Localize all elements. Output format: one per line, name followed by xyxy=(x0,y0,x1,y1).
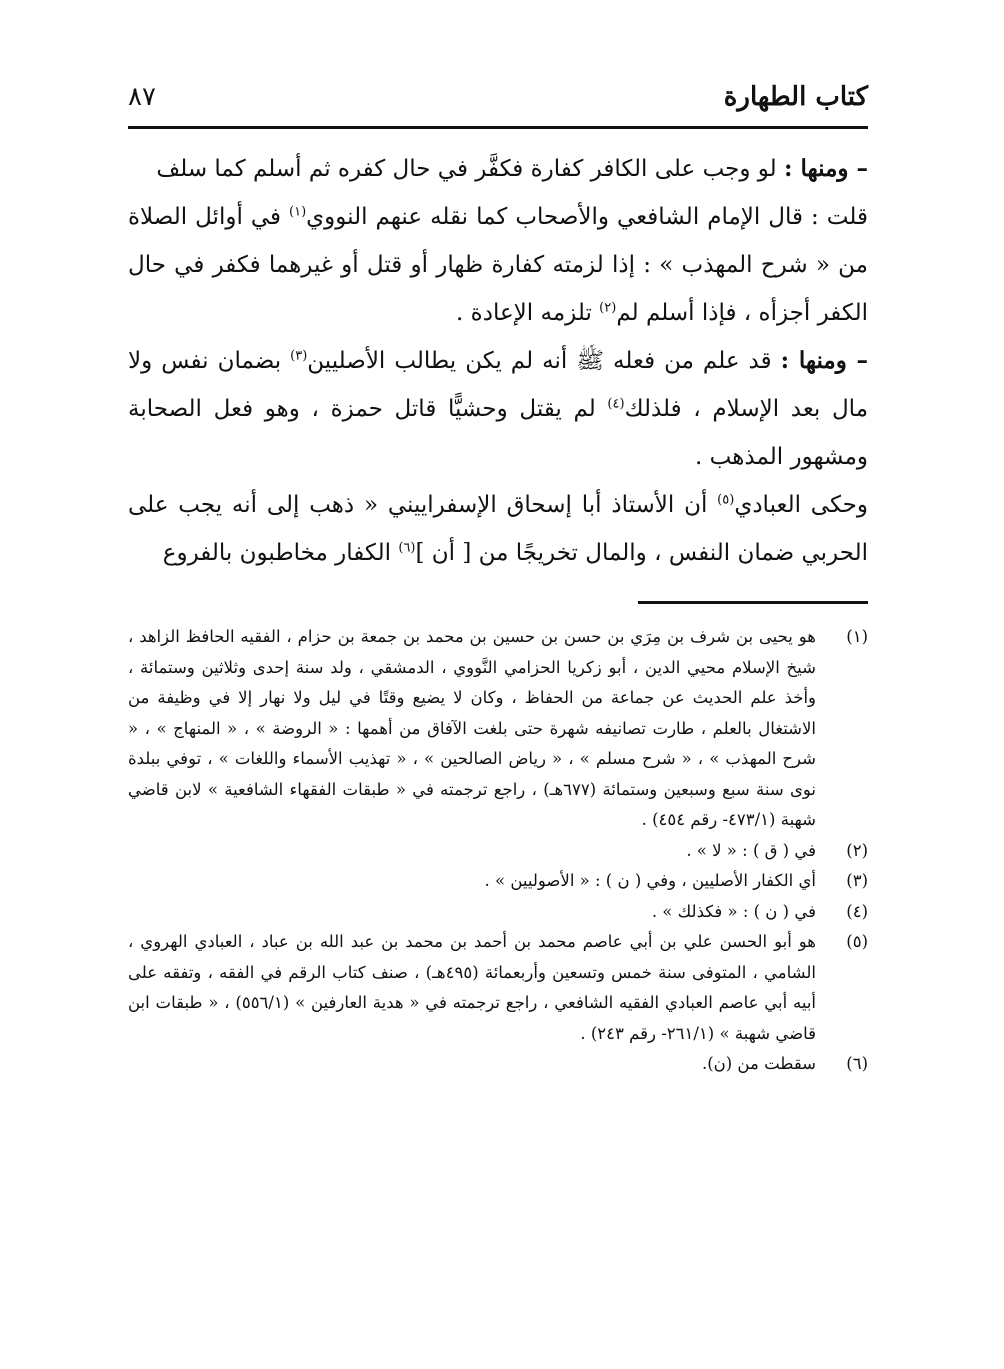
paragraph-3-text-2: بضمان نفس ولا مال بعد الإسلام ، فلذلك xyxy=(128,348,869,422)
page-number: ٨٧ xyxy=(128,82,156,112)
paragraph-4-text-3: الكفار مخاطبون بالفروع xyxy=(162,540,399,566)
paragraph-3 xyxy=(128,337,868,481)
footnote-2 xyxy=(128,836,868,867)
footnote-ref-5[interactable]: (٥) xyxy=(717,492,735,508)
paragraph-4-text-2: أن الأستاذ أبا إسحاق الإسفراييني « ذهب إلى أنه يجب على الحربي ضمان النفس ، والمال تخريجًا من [ أن ] xyxy=(128,492,868,566)
main-text xyxy=(128,145,868,577)
footnotes xyxy=(128,622,868,1080)
footnote-separator xyxy=(638,601,868,604)
chapter-title: كتاب الطهارة xyxy=(723,82,868,112)
footnote-number: (٣) xyxy=(846,871,868,890)
footnote-ref-4[interactable]: (٤) xyxy=(607,396,625,412)
paragraph-4-text: وحكى العبادي xyxy=(734,492,868,518)
footnote-text: أي الكفار الأصليين ، وفي ( ن ) : « الأصوليين » . xyxy=(484,871,816,890)
footnote-text: سقطت من (ن). xyxy=(701,1054,816,1073)
header-rule xyxy=(128,126,868,129)
footnote-5 xyxy=(128,927,868,1049)
book-page xyxy=(128,78,868,1080)
footnote-1 xyxy=(128,622,868,836)
footnote-number: (٢) xyxy=(846,840,868,860)
footnote-6 xyxy=(128,1049,868,1080)
footnote-text: هو أبو الحسن علي بن أبي عاصم محمد بن أحمد بن محمد بن عبد الله بن عباد ، العبادي الهروي ، الشامي ، المتوفى سنة خمس وتسعين وأربعمائة (٤٩٥هـ) ، صنف كتاب الرقم في الفقه ، وتفقه على أبيه أبي عاصم العبادي الفقيه الشافعي ، راجع ترجمته في « هدية العارفين » (٥٥٦/١) ، « طبقات ابن قاضي شهبة » (٢٦١/١- رقم ٢٤٣) . xyxy=(128,932,816,1043)
paragraph-2 xyxy=(128,193,868,337)
footnote-ref-1[interactable]: (١) xyxy=(289,204,307,220)
footnote-text: في ( ن ) : « فكذلك » . xyxy=(651,901,816,921)
footnote-ref-6[interactable]: (٦) xyxy=(398,540,416,556)
paragraph-3-label: – ومنها : xyxy=(780,347,869,374)
footnote-text: هو يحيى بن شرف بن مِرَي بن حسن بن حسين بن محمد بن جمعة بن حزام ، الفقيه الحافظ الزاهد ، شيخ الإسلام محيي الدين ، أبو زكريا الحزامي النَّووي ، الدمشقي ، ولد سنة إحدى وثلاثين وستمائة ، وأخذ علم الحديث عن جماعة من الحفاظ ، وكان لا يضيع وقتًا في ليل ولا نهار إلا في وظيفة من الاشتغال بالعلم ، طارت تصانيفه شهرة حتى بلغت الآفاق من أهمها : « الروضة » ، « المنهاج » ، « شرح المهذب » ، « شرح مسلم » ، « رياض الصالحين » ، « تهذيب الأسماء واللغات » ، توفي ببلدة نوى سنة سبع وسبعين وستمائة (٦٧٧هـ) ، راجع ترجمته في « طبقات الفقهاء الشافعية » لابن قاضي شهبة (٤٧٣/١- رقم ٤٥٤) . xyxy=(128,627,816,829)
paragraph-3-text-3: لم يقتل وحشيًّا قاتل حمزة ، وهو فعل الصحابة ومشهور المذهب . xyxy=(128,396,868,470)
footnote-number: (٥) xyxy=(846,932,868,951)
paragraph-2-text-3: تلزمه الإعادة . xyxy=(456,300,600,326)
footnote-number: (١) xyxy=(846,627,868,646)
paragraph-1-label: – ومنها : xyxy=(784,155,868,182)
footnote-3 xyxy=(128,866,868,897)
footnote-number: (٤) xyxy=(846,901,868,921)
paragraph-2-text: قلت : قال الإمام الشافعي والأصحاب كما نقله عنهم النووي xyxy=(306,204,868,230)
footnote-ref-2[interactable]: (٢) xyxy=(599,300,617,316)
paragraph-4 xyxy=(128,481,868,577)
paragraph-1 xyxy=(128,145,868,193)
footnote-4 xyxy=(128,897,868,928)
paragraph-3-text: قد علم من فعله ﷺ أنه لم يكن يطالب الأصليين xyxy=(307,348,781,374)
paragraph-2-text-2: في أوائل الصلاة من « شرح المهذب » : إذا لزمته كفارة ظهار أو قتل أو غيرهما فكفر في حال الكفر أجزأه ، فإذا أسلم لم xyxy=(128,204,868,326)
footnote-number: (٦) xyxy=(846,1054,868,1073)
running-header xyxy=(128,78,868,126)
paragraph-1-text: لو وجب على الكافر كفارة فكفَّر في حال كفره ثم أسلم كما سلف xyxy=(156,156,785,182)
footnote-ref-3[interactable]: (٣) xyxy=(290,348,308,364)
footnote-text: في ( ق ) : « لا » . xyxy=(686,840,816,860)
